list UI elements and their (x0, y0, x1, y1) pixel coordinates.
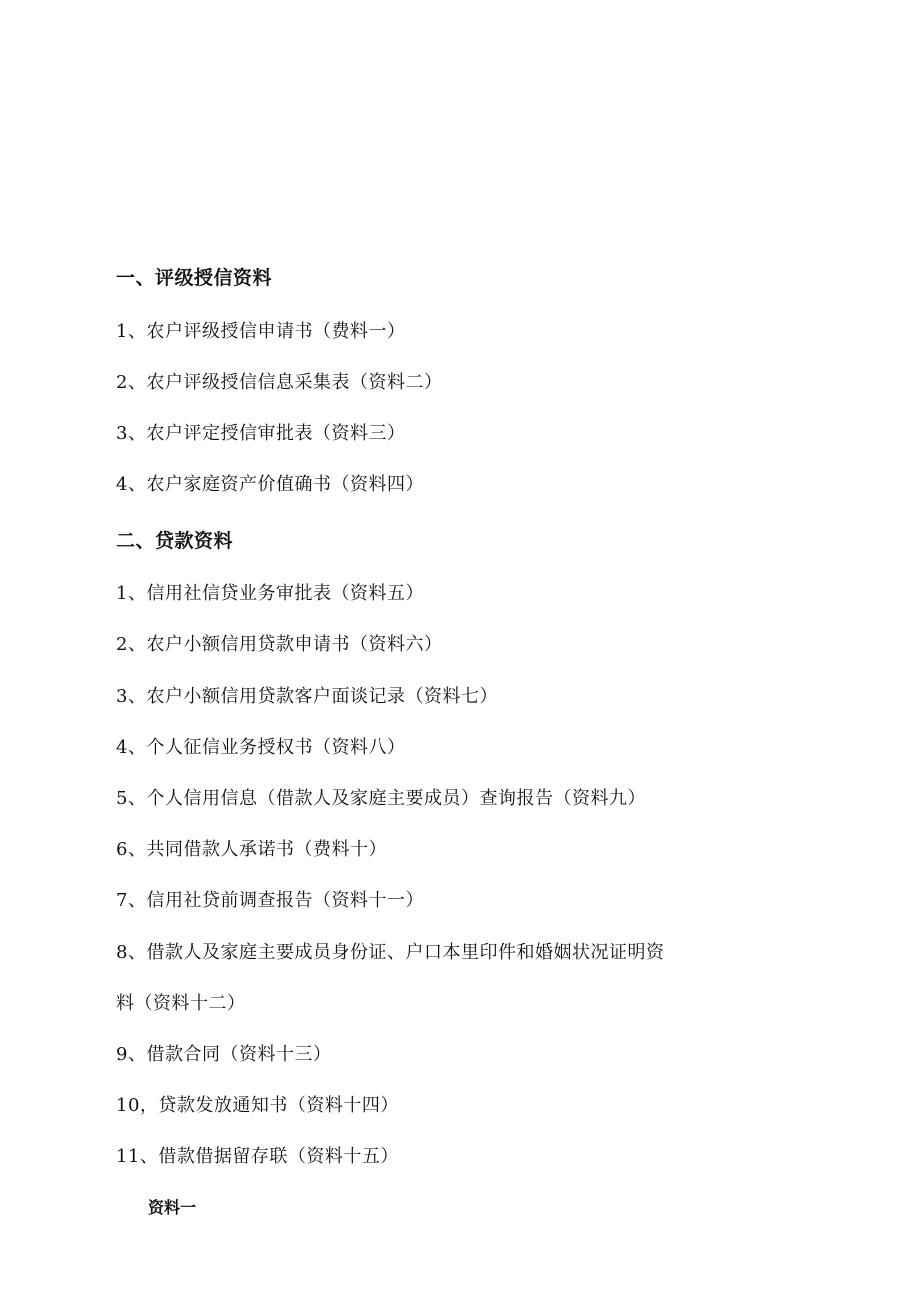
section-heading-loan: 二、贷款资料 (116, 530, 234, 552)
list-item: 4、农户家庭资产价值确书（资料四） (116, 474, 424, 495)
list-item: 4、个人征信业务授权书（资料八） (116, 737, 406, 758)
attachment-label: 资料一 (148, 1198, 197, 1217)
list-item: 1、农户评级授信申请书（费料一） (116, 321, 406, 342)
list-item: 11、借款借据留存联（资料十五） (116, 1146, 399, 1167)
list-item: 2、农户小额信用贷款申请书（资料六） (116, 634, 443, 655)
list-item: 6、共同借款人承诺书（费料十） (116, 839, 387, 860)
list-item: 7、信用社贷前调查报告（资料十一） (116, 890, 424, 911)
list-item: 3、农户小额信用贷款客户面谈记录（资料七） (116, 686, 498, 707)
list-item: 3、农户评定授信审批表（资料三） (116, 423, 406, 444)
list-item: 1、信用社信贷业务审批表（资料五） (116, 583, 424, 604)
list-item: 10，贷款发放通知书（资料十四） (116, 1095, 399, 1116)
list-item: 2、农户评级授信信息采集表（资料二） (116, 372, 443, 393)
section-heading-rating-credit: 一、评级授信资料 (116, 267, 273, 289)
list-item: 9、借款合同（资料十三） (116, 1044, 332, 1065)
list-item: 8、借款人及家庭主要成员身份证、户口本里印件和婚姻状况证明资 (116, 942, 665, 963)
list-item: 5、个人信用信息（借款人及家庭主要成员）查询报告（资料九） (116, 788, 646, 809)
list-item-continuation: 料（资料十二） (116, 993, 246, 1014)
